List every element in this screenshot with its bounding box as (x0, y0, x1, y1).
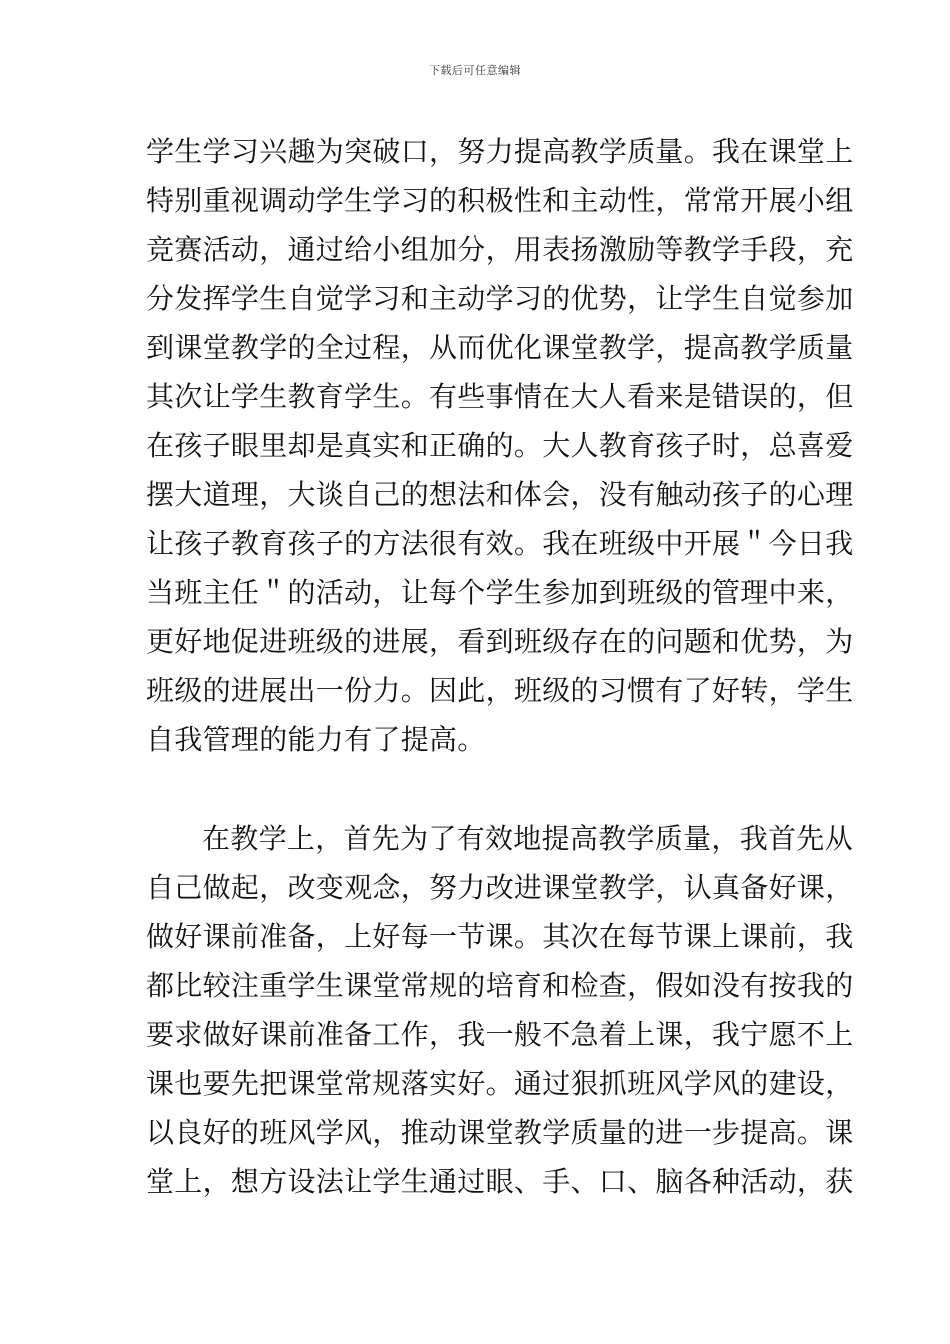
paragraph-1 (146, 127, 854, 764)
text-line: 其次让学生教育学生。有些事情在大人看来是错误的，但 (146, 380, 854, 413)
text-line: 在教学上，首先为了有效地提高教学质量，我首先从 (202, 822, 853, 855)
text-line: 更好地促进班级的进展，看到班级存在的问题和优势，为 (146, 625, 854, 658)
text-line: 要求做好课前准备工作，我一般不急着上课，我宁愿不上 (146, 1018, 854, 1051)
text-line: 以良好的班风学风，推动课堂教学质量的进一步提高。课 (146, 1116, 854, 1149)
document-body (146, 127, 854, 1206)
paragraph-2 (146, 814, 854, 1206)
text-line: 在孩子眼里却是真实和正确的。大人教育孩子时，总喜爱 (146, 429, 854, 462)
text-line: 竞赛活动，通过给小组加分，用表扬激励等教学手段，充 (146, 233, 854, 266)
text-line: 当班主任＂的活动，让每个学生参加到班级的管理中来， (146, 576, 854, 609)
text-line: 学生学习兴趣为突破口，努力提高教学质量。我在课堂上 (146, 135, 854, 168)
text-line: 堂上，想方设法让学生通过眼、手、口、脑各种活动，获 (146, 1165, 854, 1198)
text-line: 做好课前准备，上好每一节课。其次在每节课上课前，我 (146, 920, 854, 953)
text-line: 自我管理的能力有了提高。 (146, 723, 486, 756)
text-line: 特别重视调动学生学习的积极性和主动性，常常开展小组 (146, 184, 854, 217)
paragraph-gap (146, 764, 811, 814)
text-line: 课也要先把课堂常规落实好。通过狠抓班风学风的建设， (146, 1067, 854, 1100)
text-line: 让孩子教育孩子的方法很有效。我在班级中开展＂今日我 (146, 527, 854, 560)
text-line: 分发挥学生自觉学习和主动学习的优势，让学生自觉参加 (146, 282, 854, 315)
text-line: 摆大道理，大谈自己的想法和体会，没有触动孩子的心理 (146, 478, 854, 511)
text-line: 班级的进展出一份力。因此，班级的习惯有了好转，学生 (146, 674, 854, 707)
text-line: 到课堂教学的全过程，从而优化课堂教学，提高教学质量 (146, 331, 854, 364)
text-line: 自己做起，改变观念，努力改进课堂教学，认真备好课， (146, 871, 854, 904)
text-line: 都比较注重学生课堂常规的培育和检查，假如没有按我的 (146, 969, 854, 1002)
page-header: 下载后可任意编辑 (429, 64, 521, 77)
